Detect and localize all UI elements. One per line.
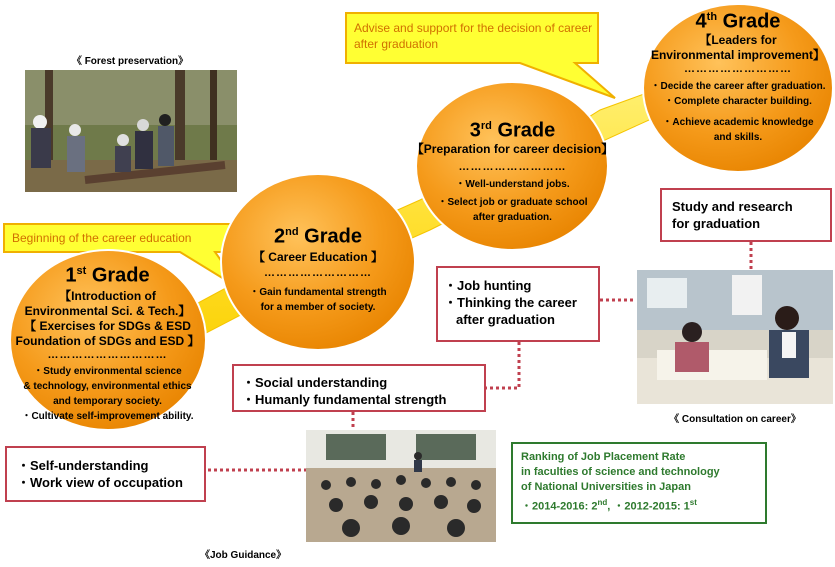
grade4-subtitle-1: 【Leaders for xyxy=(699,32,777,47)
grade1-bullet-1: ・Study environmental science xyxy=(33,365,182,377)
self-line-1: ・Self-understanding xyxy=(17,458,149,473)
grade1-subtitle-2: Environmental Sci. & Tech.】 xyxy=(24,303,191,318)
grade4-text xyxy=(628,6,835,145)
grade3-text xyxy=(400,115,625,225)
callout-beginning: Beginning of the career education xyxy=(12,231,192,245)
grade4-bullet-3: ・Achieve academic knowledge xyxy=(662,116,814,128)
forest-photo xyxy=(25,70,237,192)
grade1-subtitle-4: Foundation of SDGs and ESD 】 xyxy=(15,333,200,348)
ranking-line-1: Ranking of Job Placement Rate xyxy=(521,451,686,463)
grade2-subtitle: 【 Career Education 】 xyxy=(252,249,384,264)
job-line-2: ・Thinking the career xyxy=(444,295,577,310)
grade4-subtitle-2: Environmental improvement】 xyxy=(650,47,826,62)
grade4-dots: ……………………… xyxy=(684,62,792,75)
grade3-title: 3rd Grade xyxy=(469,119,556,142)
social-understanding-box xyxy=(232,364,486,412)
grade3-dots: ……………………… xyxy=(458,160,567,173)
social-line-2: ・Humanly fundamental strength xyxy=(242,392,447,407)
grade4-title: 4th Grade xyxy=(695,10,781,33)
grade4-bullet-4: and skills. xyxy=(713,131,763,143)
study-line-1: Study and research xyxy=(672,199,793,214)
job-hunting-box xyxy=(436,266,600,342)
self-line-2: ・Work view of occupation xyxy=(17,475,183,490)
caption-consultation: 《 Consultation on career》 xyxy=(669,414,801,425)
ranking-box xyxy=(511,442,767,524)
grade1-dots: ………………………… xyxy=(47,348,168,361)
grade4-bullet-1: ・Decide the career after graduation. xyxy=(650,80,826,92)
job-line-1: ・Job hunting xyxy=(444,278,532,293)
grade2-bullet-2: for a member of society. xyxy=(260,301,376,313)
ranking-line-3: of National Universities in Japan xyxy=(521,481,691,493)
caption-forest: 《 Forest preservation》 xyxy=(71,56,189,67)
grade3-subtitle: 【Preparation for career decision】 xyxy=(411,141,614,156)
grade2-title: 2nd Grade xyxy=(274,225,362,248)
grade2-bullet-1: ・Gain fundamental strength xyxy=(249,286,387,298)
social-line-1: ・Social understanding xyxy=(242,375,388,390)
grade3-bullet-1: ・Well-understand jobs. xyxy=(455,178,570,190)
ranking-line-2: in faculties of science and technology xyxy=(521,466,720,478)
study-line-2: for graduation xyxy=(672,216,761,231)
grade1-subtitle-1: 【Introduction of xyxy=(59,288,156,303)
grade2-text xyxy=(228,221,408,315)
study-research-box xyxy=(660,188,832,242)
job-line-3: after graduation xyxy=(456,312,555,327)
callout-advise: Advise and support for the decision of career after graduation xyxy=(354,21,593,51)
grade3-bullet-2: ・Select job or graduate school xyxy=(437,196,588,208)
grade1-text xyxy=(0,260,215,424)
consultation-photo xyxy=(637,270,833,404)
grade4-bullet-2: ・Complete character building. xyxy=(664,95,812,107)
grade1-bullet-4: ・Cultivate self-improvement ability. xyxy=(21,410,194,422)
grade2-dots: ……………………… xyxy=(264,266,372,279)
grade3-bullet-3: after graduation. xyxy=(473,211,552,223)
grade1-subtitle-3: 【 Exercises for SDGs & ESD xyxy=(24,318,191,333)
ranking-line-4: ・2014-2016: 2nd, ・2012-2015: 1st xyxy=(521,498,697,513)
guidance-photo xyxy=(306,430,496,542)
grade1-bullet-2: & technology, environmental ethics xyxy=(23,380,192,392)
grade1-bullet-3: and temporary society. xyxy=(53,395,162,407)
caption-guidance: 《Job Guidance》 xyxy=(200,550,287,561)
self-understanding-box xyxy=(5,446,206,502)
grade1-title: 1st Grade xyxy=(65,264,150,287)
